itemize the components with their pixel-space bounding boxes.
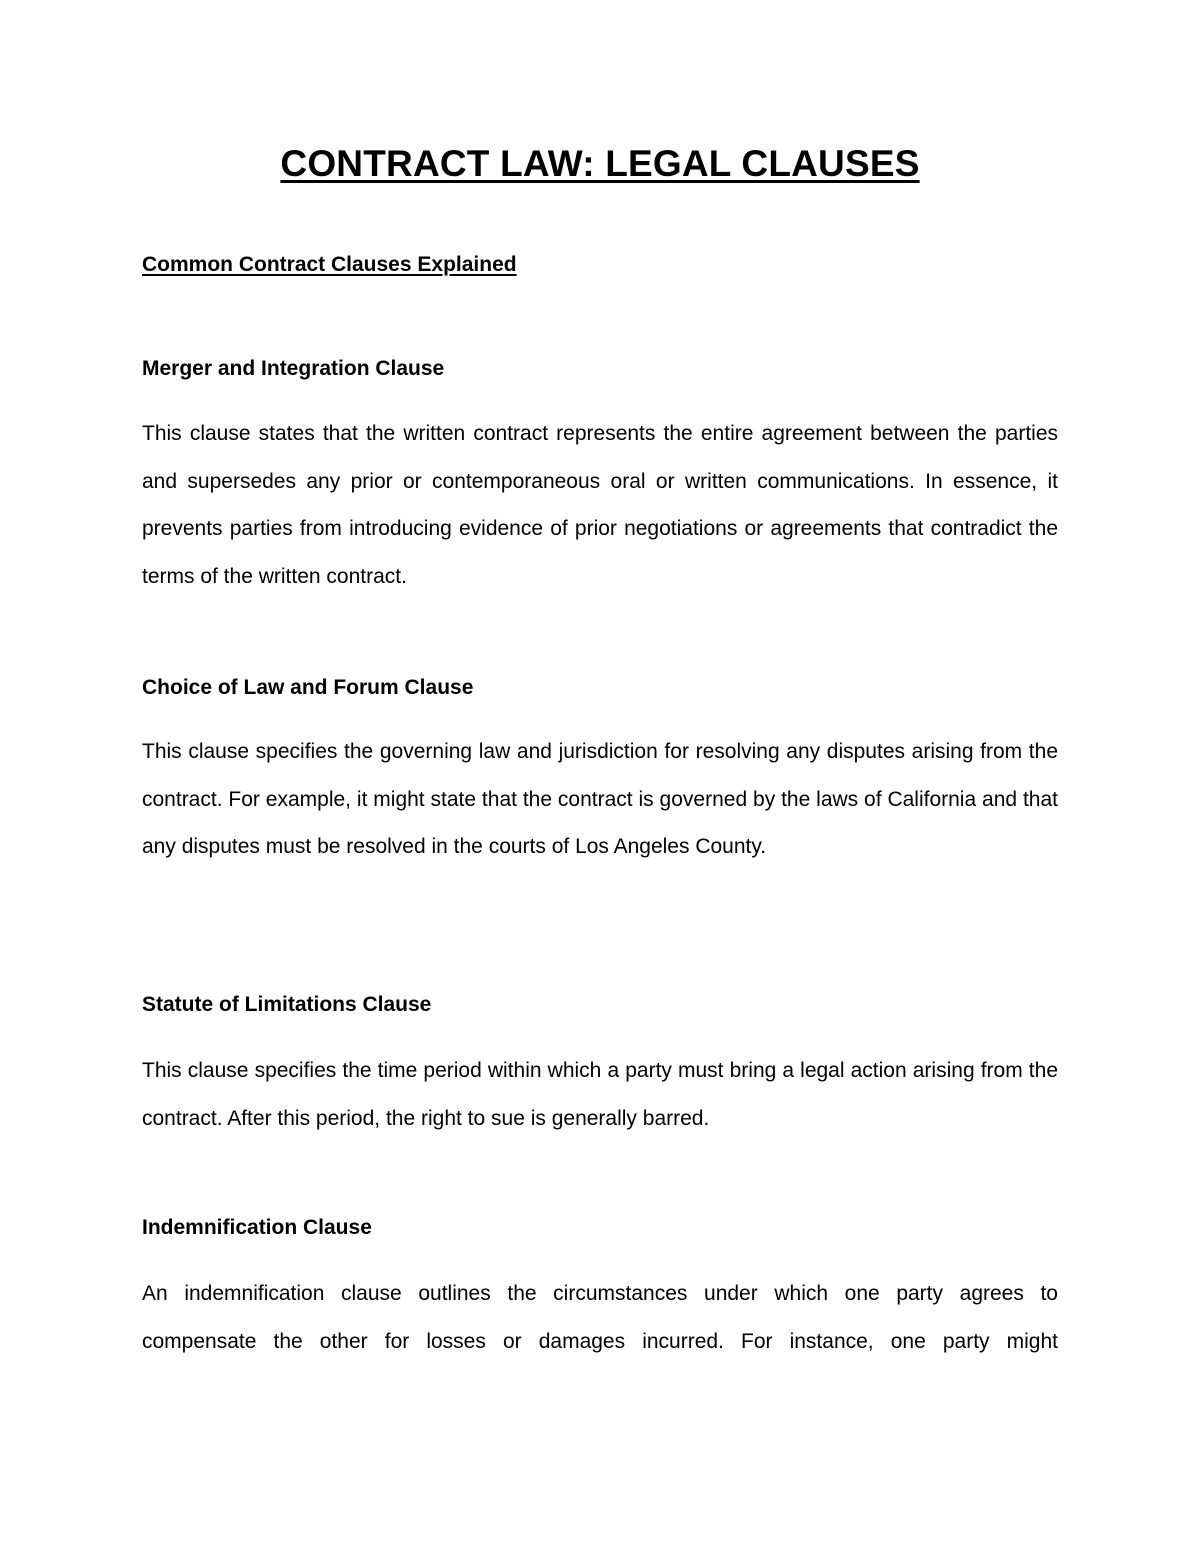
section-heading-statute-of-limitations: Statute of Limitations Clause: [142, 993, 432, 1016]
document-subtitle: Common Contract Clauses Explained: [142, 253, 517, 276]
section-heading-merger: Merger and Integration Clause: [142, 357, 445, 380]
section-body-choice-of-law: This clause specifies the governing law and jurisdiction for resolving any disputes arising from the contract. For example, it might state that the contract is governed by the laws of California and that any disputes must be resolved in the courts of Los Angeles County.: [142, 740, 1058, 858]
section-body-merger: This clause states that the written contract represents the entire agreement between the parties and supersedes any prior or contemporaneous oral or written communications. In essence, it prevents parties from introducing evidence of prior negotiations or agreements that contradict the terms of the written contract.: [142, 422, 1058, 588]
section-body-indemnification: An indemnification clause outlines the circumstances under which one party agrees to compensate the other for losses or damages incurred. For instance, one party might: [142, 1282, 1058, 1353]
section-heading-indemnification: Indemnification Clause: [142, 1216, 372, 1239]
section-heading-choice-of-law: Choice of Law and Forum Clause: [142, 676, 474, 699]
section-body-statute-of-limitations: This clause specifies the time period within which a party must bring a legal action arising from the contract. After this period, the right to sue is generally barred.: [142, 1059, 1058, 1130]
document-title: CONTRACT LAW: LEGAL CLAUSES: [280, 143, 920, 184]
